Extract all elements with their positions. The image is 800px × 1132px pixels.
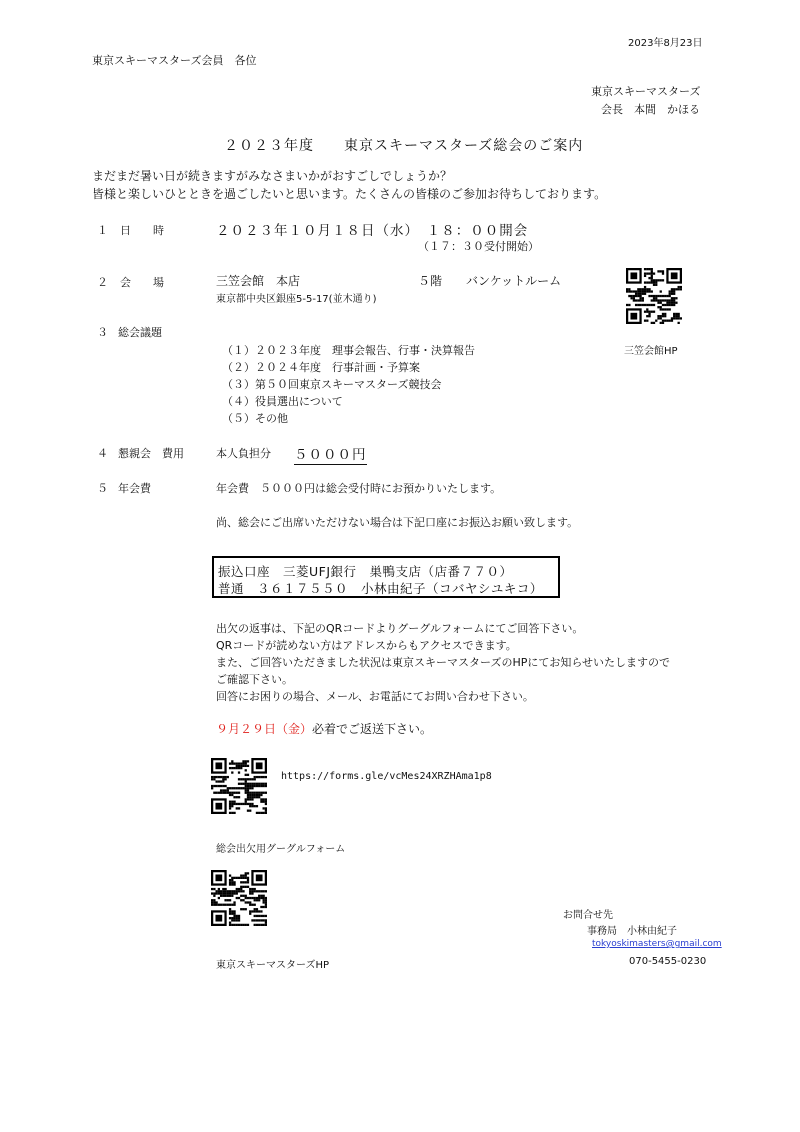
instruction-line: QRコードが読めない方はアドレスからもアクセスできます。 bbox=[216, 639, 517, 652]
instruction-line: 回答にお困りの場合、メール、お電話にてお問い合わせ下さい。 bbox=[216, 690, 534, 703]
item-fee-label: 年会費 bbox=[118, 482, 151, 495]
item-agenda-number: ３ bbox=[97, 326, 108, 339]
venue-name: 三笠会館 本店 bbox=[216, 274, 301, 288]
bank-account-box bbox=[212, 556, 560, 598]
item-date-number: １ bbox=[97, 224, 108, 237]
bank-line-2: 普通 ３６１７５５０ 小林由紀子（コバヤシユキコ） bbox=[218, 581, 543, 596]
contact-heading: お問合せ先 bbox=[563, 910, 613, 921]
venue-qr-code[interactable] bbox=[626, 268, 682, 324]
form-qr-caption: 総会出欠用グーグルフォーム bbox=[216, 844, 346, 855]
venue-qr-caption: 三笠会館HP bbox=[624, 346, 678, 357]
agenda-item: （３）第５０回東京スキーマスターズ競技会 bbox=[222, 378, 442, 391]
hp-qr-code[interactable] bbox=[211, 870, 267, 926]
annual-fee-note: 年会費 ５０００円は総会受付時にお預かりいたします。 bbox=[216, 482, 502, 495]
item-party-number: ４ bbox=[97, 447, 108, 460]
deadline-date: ９月２９日（金） bbox=[216, 722, 313, 736]
form-url-link[interactable]: https://forms.gle/vcMes24XRZHAma1p8 bbox=[281, 771, 492, 782]
recipient: 東京スキーマスターズ会員 各位 bbox=[92, 54, 257, 67]
sender-name: 会長 本間 かほる bbox=[601, 103, 700, 116]
venue-address: 東京都中央区銀座5-5-17(並木通り) bbox=[216, 294, 377, 305]
item-date-label: 日 時 bbox=[120, 224, 164, 237]
transfer-note: 尚、総会にご出席いただけない場合は下記口座にお振込お願い致します。 bbox=[216, 516, 579, 529]
contact-phone: 070-5455-0230 bbox=[629, 956, 707, 967]
agenda-item: （１）２０２３年度 理事会報告、行事・決算報告 bbox=[222, 344, 475, 357]
instruction-line: また、ご回答いただきました状況は東京スキーマスターズのHPにてお知らせいたしますので bbox=[216, 656, 671, 669]
document-date: 2023年8月23日 bbox=[628, 38, 703, 49]
deadline bbox=[216, 720, 432, 737]
item-fee-number: ５ bbox=[97, 482, 108, 495]
bank-line-1: 振込口座 三菱UFJ銀行 巣鴨支店（店番７７０） bbox=[218, 564, 513, 579]
venue-floor: ５階 バンケットルーム bbox=[418, 274, 562, 288]
reception-start: （１７：３０受付開始） bbox=[418, 240, 539, 253]
contact-email-link[interactable]: tokyoskimasters@gmail.com bbox=[592, 939, 722, 949]
party-fee-amount: ５０００円 bbox=[294, 443, 367, 465]
intro-line-1: まだまだ暑い日が続きますがみなさまいかがおすごしでしょうか？ bbox=[92, 169, 453, 183]
instruction-line: ご確認下さい。 bbox=[216, 673, 293, 686]
item-party-label: 懇親会 費用 bbox=[118, 447, 184, 460]
intro-line-2: 皆様と楽しいひとときを過ごしたいと思います。たくさんの皆様のご参加お待ちしております。 bbox=[92, 187, 607, 201]
party-fee-prefix: 本人負担分 bbox=[216, 447, 271, 460]
form-qr-code[interactable] bbox=[211, 758, 267, 814]
deadline-text: 必着でご返送下さい。 bbox=[312, 722, 433, 736]
sender-org: 東京スキーマスターズ bbox=[591, 85, 701, 98]
instruction-line: 出欠の返事は、下記のQRコードよりグーグルフォームにてご回答下さい。 bbox=[216, 622, 584, 635]
agenda-item: （５）その他 bbox=[222, 412, 288, 425]
agenda-item: （２）２０２４年度 行事計画・予算案 bbox=[222, 361, 420, 374]
event-datetime: ２０２３年１０月１８日（水） １８：００開会 bbox=[216, 223, 529, 239]
item-agenda-label: 総会議題 bbox=[118, 326, 162, 339]
agenda-item: （４）役員選出について bbox=[222, 395, 343, 408]
item-venue-label: 会 場 bbox=[120, 276, 164, 289]
page-title: ２０２３年度 東京スキーマスターズ総会のご案内 bbox=[224, 138, 584, 154]
hp-qr-caption: 東京スキーマスターズHP bbox=[216, 960, 330, 971]
contact-office: 事務局 小林由紀子 bbox=[587, 926, 677, 937]
item-venue-number: ２ bbox=[97, 276, 108, 289]
